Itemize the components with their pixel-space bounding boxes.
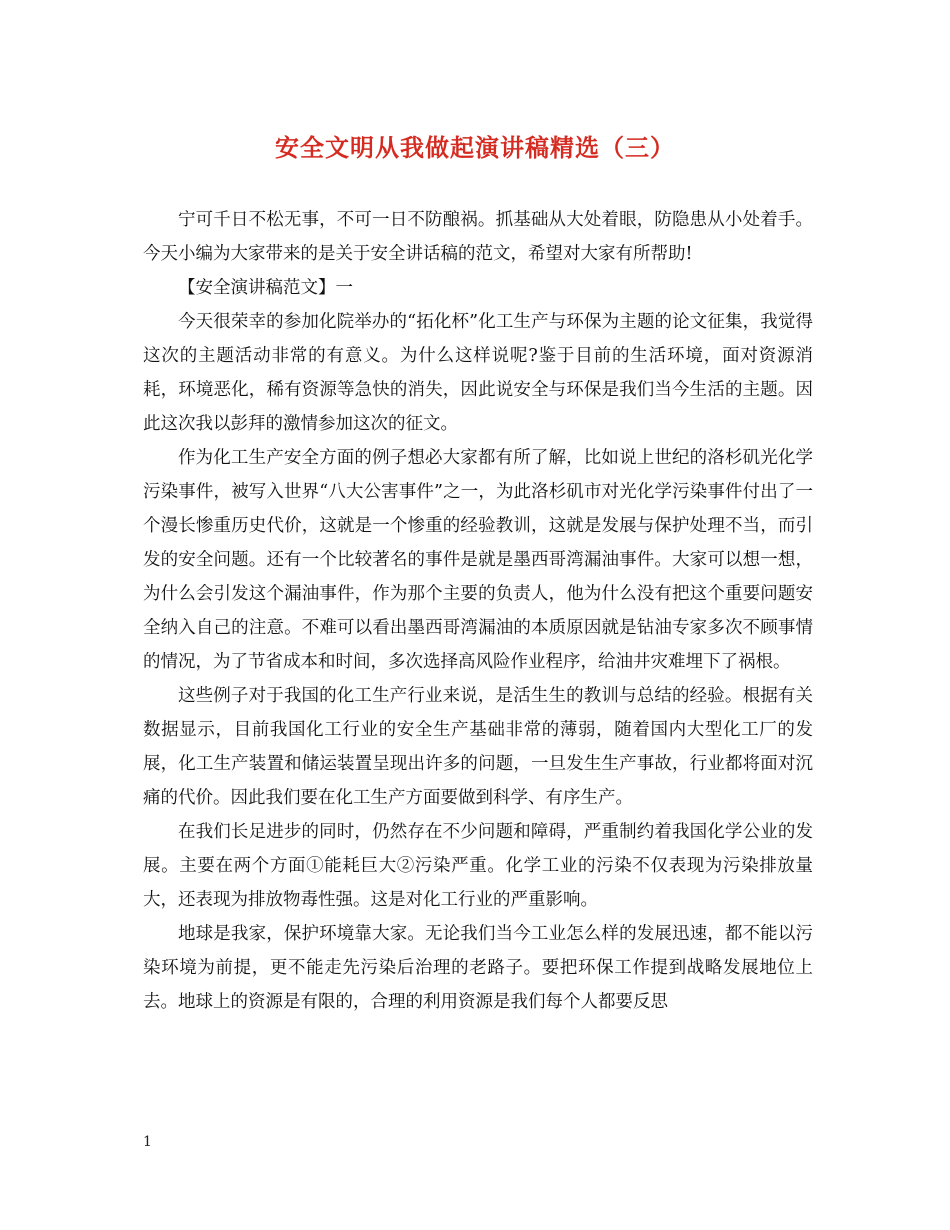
page-number: 1 <box>143 1134 152 1150</box>
paragraph-intro: 宁可千日不松无事，不可一日不防酿祸。抓基础从大处着眼，防隐患从小处着手。今天小编为大家带来的是关于安全讲话稿的范文，希望对大家有所帮助! <box>143 210 813 264</box>
paragraph-section-heading: 【安全演讲稿范文】一 <box>178 278 353 298</box>
paragraph-2: 作为化工生产安全方面的例子想必大家都有所了解，比如说上世纪的洛杉矶光化学污染事件，被写入世界“八大公害事件”之一，为此洛杉矶市对光化学污染事件付出了一个漫长惨重历史代价，这就是一个惨重的经验教训，这就是发展与保护处理不当，而引发的安全问题。还有一个比较著名的事件是就是墨西哥湾漏油事件。大家可以想一想，为什么会引发这个漏油事件，作为那个主要的负责人，他为什么没有把这个重要问题安全纳入自己的注意。不难可以看出墨西哥湾漏油的本质原因就是钻油专家多次不顾事情的情况，为了节省成本和时间，多次选择高风险作业程序，给油井灾难埋下了祸根。 <box>143 448 813 672</box>
paragraph-1: 今天很荣幸的参加化院举办的“拓化杯”化工生产与环保为主题的论文征集，我觉得这次的主题活动非常的有意义。为什么这样说呢?鉴于目前的生活环境，面对资源消耗，环境恶化，稀有资源等急快的消失，因此说安全与环保是我们当今生活的主题。因此这次我以彭拜的激情参加这次的征文。 <box>143 312 813 434</box>
paragraph-4: 在我们长足进步的同时，仍然存在不少问题和障碍，严重制约着我国化学公业的发展。主要在两个方面①能耗巨大②污染严重。化学工业的污染不仅表现为污染排放量大，还表现为排放物毒性强。这是对化工行业的严重影响。 <box>143 822 813 910</box>
document-title: 安全文明从我做起演讲稿精选（三） <box>275 133 675 162</box>
document-body <box>143 203 813 1019</box>
paragraph-3: 这些例子对于我国的化工生产行业来说，是活生生的教训与总结的经验。根据有关数据显示，目前我国化工行业的安全生产基础非常的薄弱，随着国内大型化工厂的发展，化工生产装置和储运装置呈现出许多的问题，一旦发生生产事故，行业都将面对沉痛的代价。因此我们要在化工生产方面要做到科学、有序生产。 <box>143 686 813 808</box>
paragraph-5: 地球是我家，保护环境靠大家。无论我们当今工业怎么样的发展迅速，都不能以污染环境为前提，更不能走先污染后治理的老路子。要把环保工作提到战略发展地位上去。地球上的资源是有限的，合理的利用资源是我们每个人都要反思 <box>143 924 813 1012</box>
